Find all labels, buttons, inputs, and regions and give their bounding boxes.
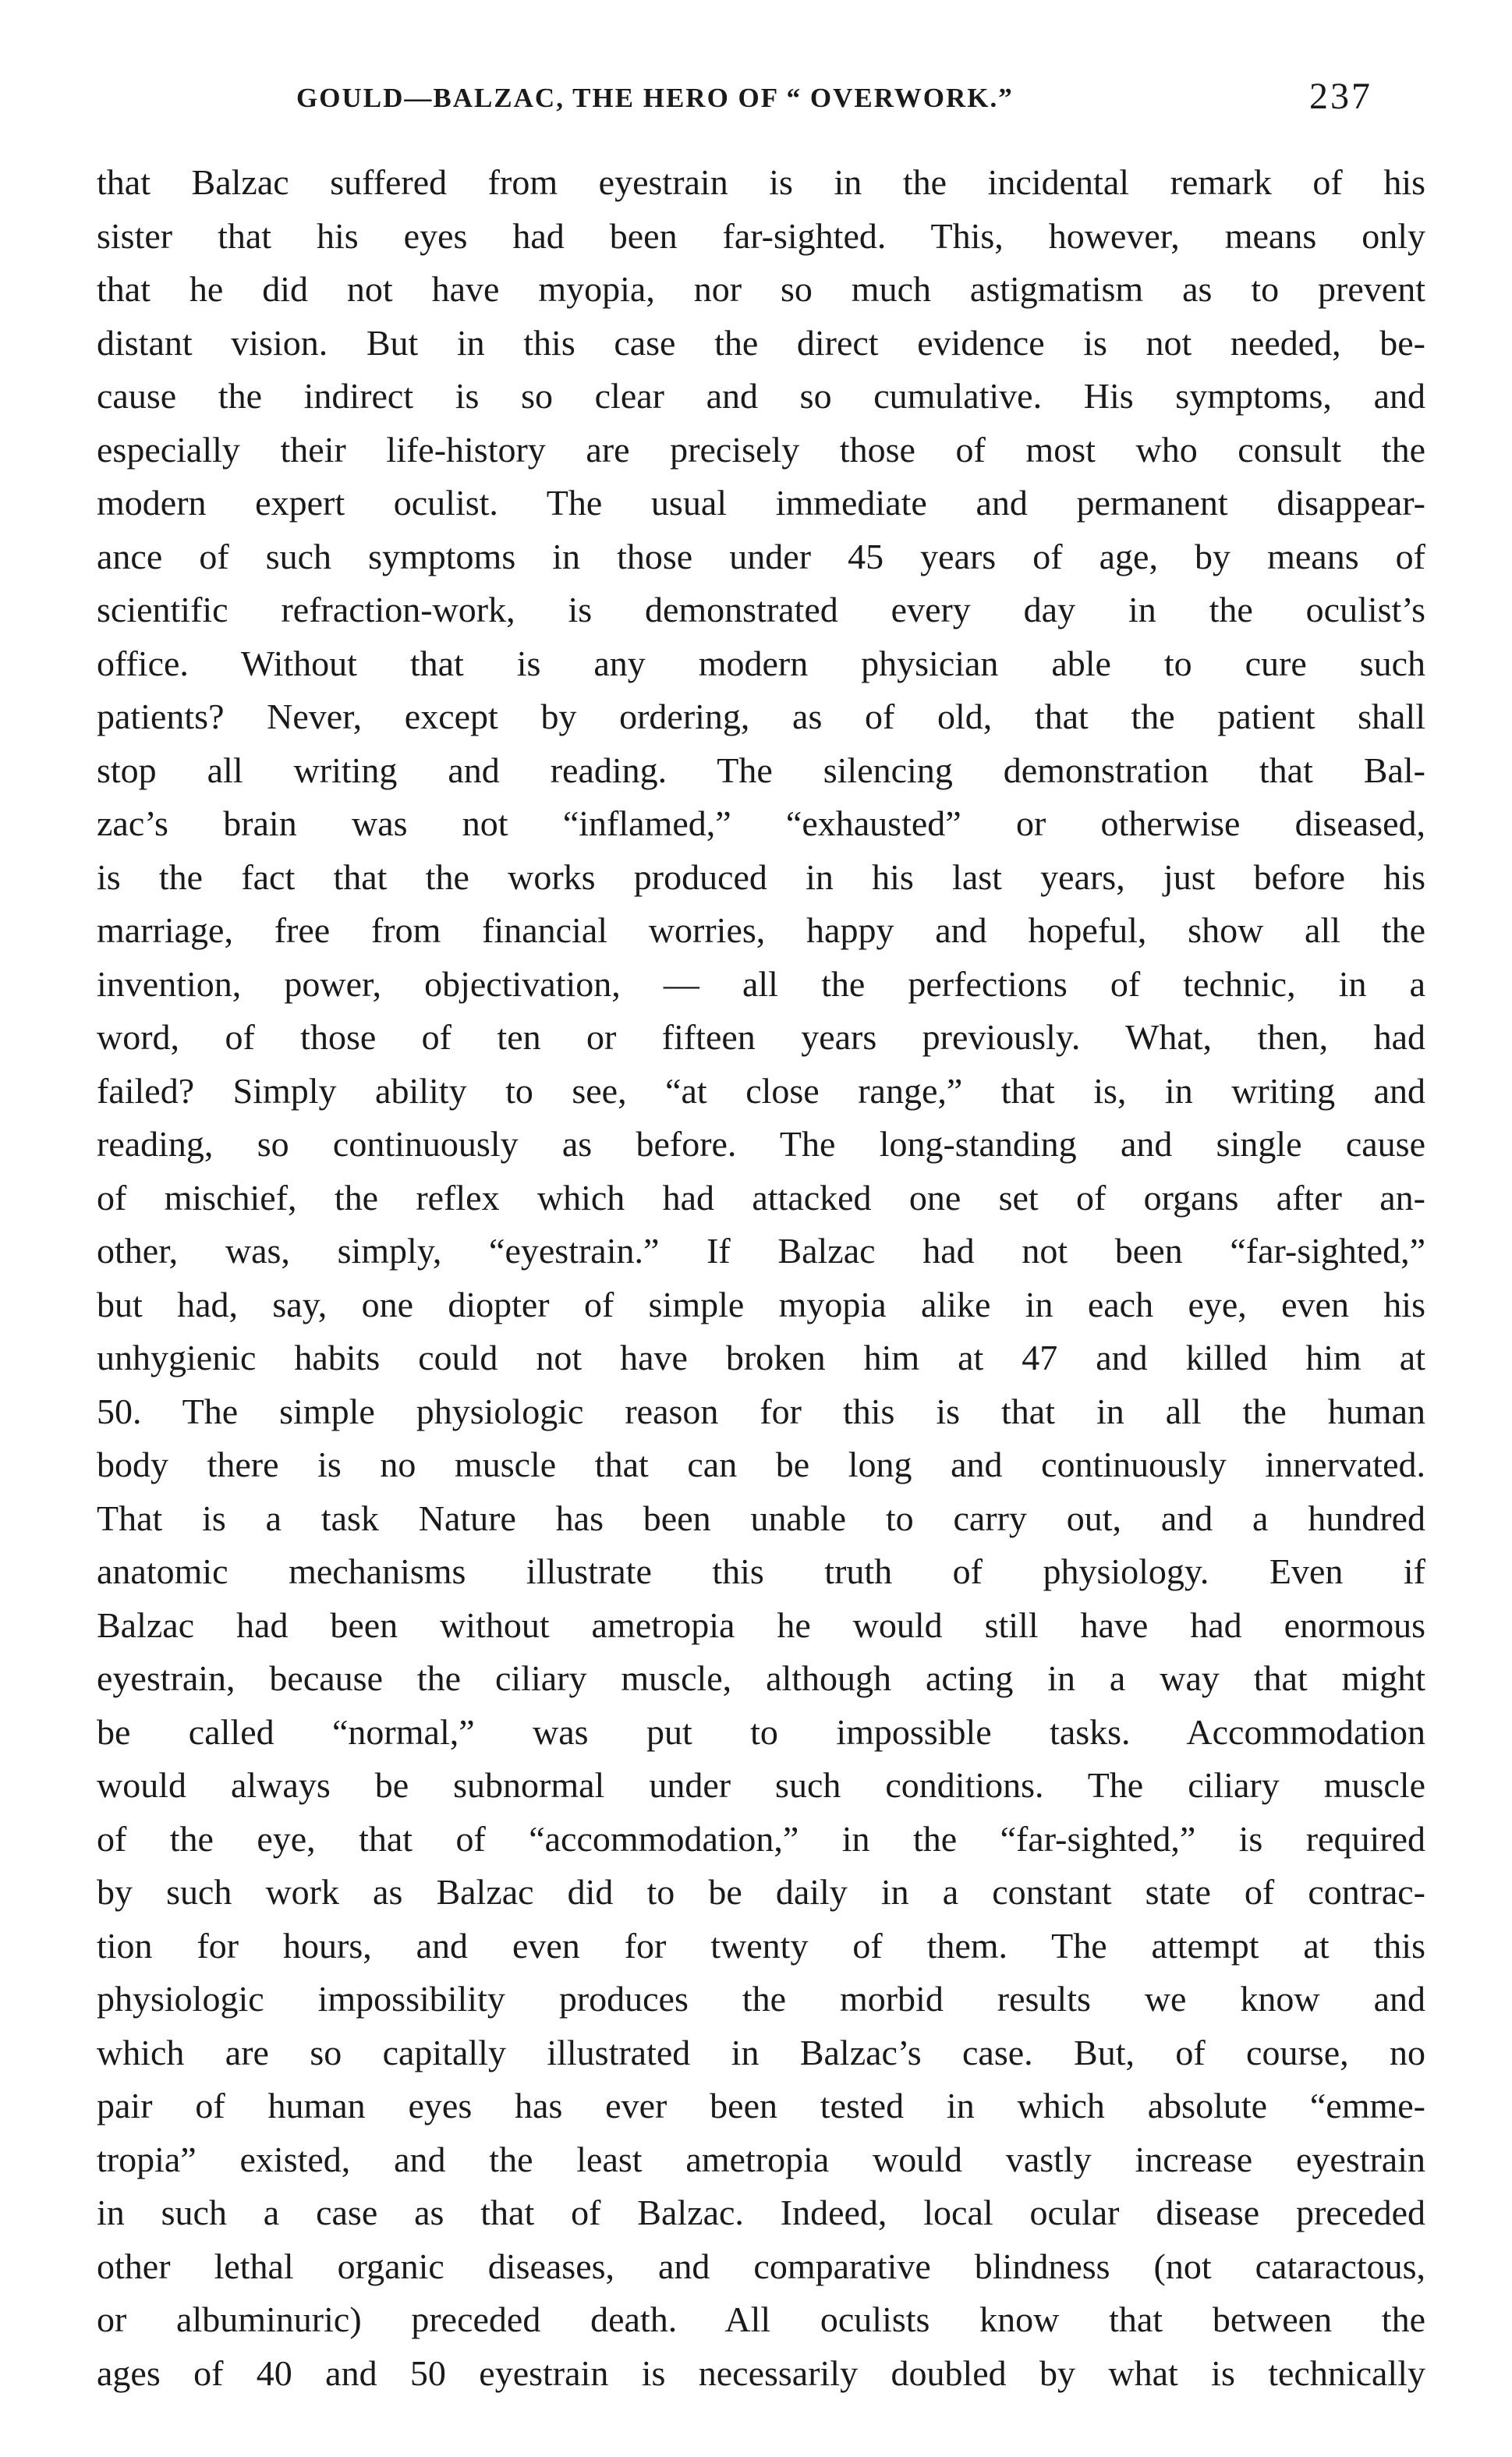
text-line: be called “normal,” was put to impossible tasks. Accommodation [97, 1711, 1425, 1752]
text-line: sister that his eyes had been far-sighted. This, however, means only [97, 215, 1425, 256]
page-number: 237 [1309, 76, 1372, 117]
text-line: eyestrain, because the ciliary muscle, although acting in a way that might [97, 1658, 1425, 1698]
text-line: modern expert oculist. The usual immediate and permanent disappear- [97, 483, 1425, 523]
text-line: unhygienic habits could not have broken him at 47 and killed him at [97, 1338, 1425, 1377]
text-line: scientific refraction-work, is demonstrated every day in the oculist’s [97, 590, 1425, 629]
text-line: would always be subnormal under such conditions. The ciliary muscle [97, 1765, 1425, 1805]
text-line: in such a case as that of Balzac. Indeed, local ocular disease preceded [97, 2193, 1425, 2232]
text-line: that he did not have myopia, nor so much astigmatism as to prevent [97, 269, 1425, 309]
text-line: cause the indirect is so clear and so cumulative. His symptoms, and [97, 376, 1425, 416]
text-line: ance of such symptoms in those under 45 years of age, by means of [97, 536, 1425, 576]
text-line: anatomic mechanisms illustrate this truth of physiology. Even if [97, 1551, 1425, 1591]
text-line: which are so capitally illustrated in Balzac’s case. But, of course, no [97, 2032, 1425, 2072]
body-text [97, 156, 1425, 2400]
text-line: pair of human eyes has ever been tested in which absolute “emme- [97, 2086, 1425, 2126]
text-line: that Balzac suffered from eyestrain is in the incidental remark of his [97, 162, 1425, 202]
text-line: of the eye, that of “accommodation,” in the “far-sighted,” is required [97, 1818, 1425, 1859]
running-title: GOULD—BALZAC, THE HERO OF “ OVERWORK.” [296, 83, 1014, 113]
text-line: distant vision. But in this case the direct evidence is not needed, be- [97, 322, 1425, 363]
text-line: 50. The simple physiologic reason for this is that in all the human [97, 1391, 1425, 1431]
text-line: That is a task Nature has been unable to carry out, and a hundred [97, 1498, 1425, 1538]
text-line: or albuminuric) preceded death. All oculists know that between the [97, 2299, 1425, 2339]
text-line: invention, power, objectivation, — all the perfections of technic, in a [97, 963, 1425, 1004]
text-line: other, was, simply, “eyestrain.” If Balzac had not been “far-sighted,” [97, 1231, 1425, 1271]
text-line: office. Without that is any modern physician able to cure such [97, 643, 1425, 683]
text-line: failed? Simply ability to see, “at close range,” that is, in writing and [97, 1070, 1425, 1111]
text-line: tion for hours, and even for twenty of them. The attempt at this [97, 1925, 1425, 1966]
text-line: but had, say, one diopter of simple myopia alike in each eye, even his [97, 1284, 1425, 1324]
text-line: reading, so continuously as before. The long-standing and single cause [97, 1124, 1425, 1164]
text-line: patients? Never, except by ordering, as of old, that the patient shall [97, 697, 1425, 736]
text-line: zac’s brain was not “inflamed,” “exhausted” or otherwise diseased, [97, 803, 1425, 843]
text-line: is the fact that the works produced in his last years, just before his [97, 856, 1425, 897]
text-line: ages of 40 and 50 eyestrain is necessarily doubled by what is technically [97, 2352, 1425, 2393]
text-line: especially their life-history are precisely those of most who consult the [97, 429, 1425, 470]
text-line: body there is no muscle that can be long and continuously innervated. [97, 1445, 1425, 1484]
running-head [296, 75, 1372, 122]
text-line: of mischief, the reflex which had attacked one set of organs after an- [97, 1177, 1425, 1218]
text-line: Balzac had been without ametropia he would still have had enormous [97, 1604, 1425, 1645]
text-line: tropia” existed, and the least ametropia would vastly increase eyestrain [97, 2139, 1425, 2179]
text-line: marriage, free from financial worries, happy and hopeful, show all the [97, 910, 1425, 950]
text-line: stop all writing and reading. The silencing demonstration that Bal- [97, 750, 1425, 790]
text-line: other lethal organic diseases, and comparative blindness (not cataractous, [97, 2246, 1425, 2286]
text-line: by such work as Balzac did to be daily in a constant state of contrac- [97, 1872, 1425, 1912]
text-line: word, of those of ten or fifteen years previously. What, then, had [97, 1017, 1425, 1057]
text-line: physiologic impossibility produces the morbid results we know and [97, 1979, 1425, 2019]
